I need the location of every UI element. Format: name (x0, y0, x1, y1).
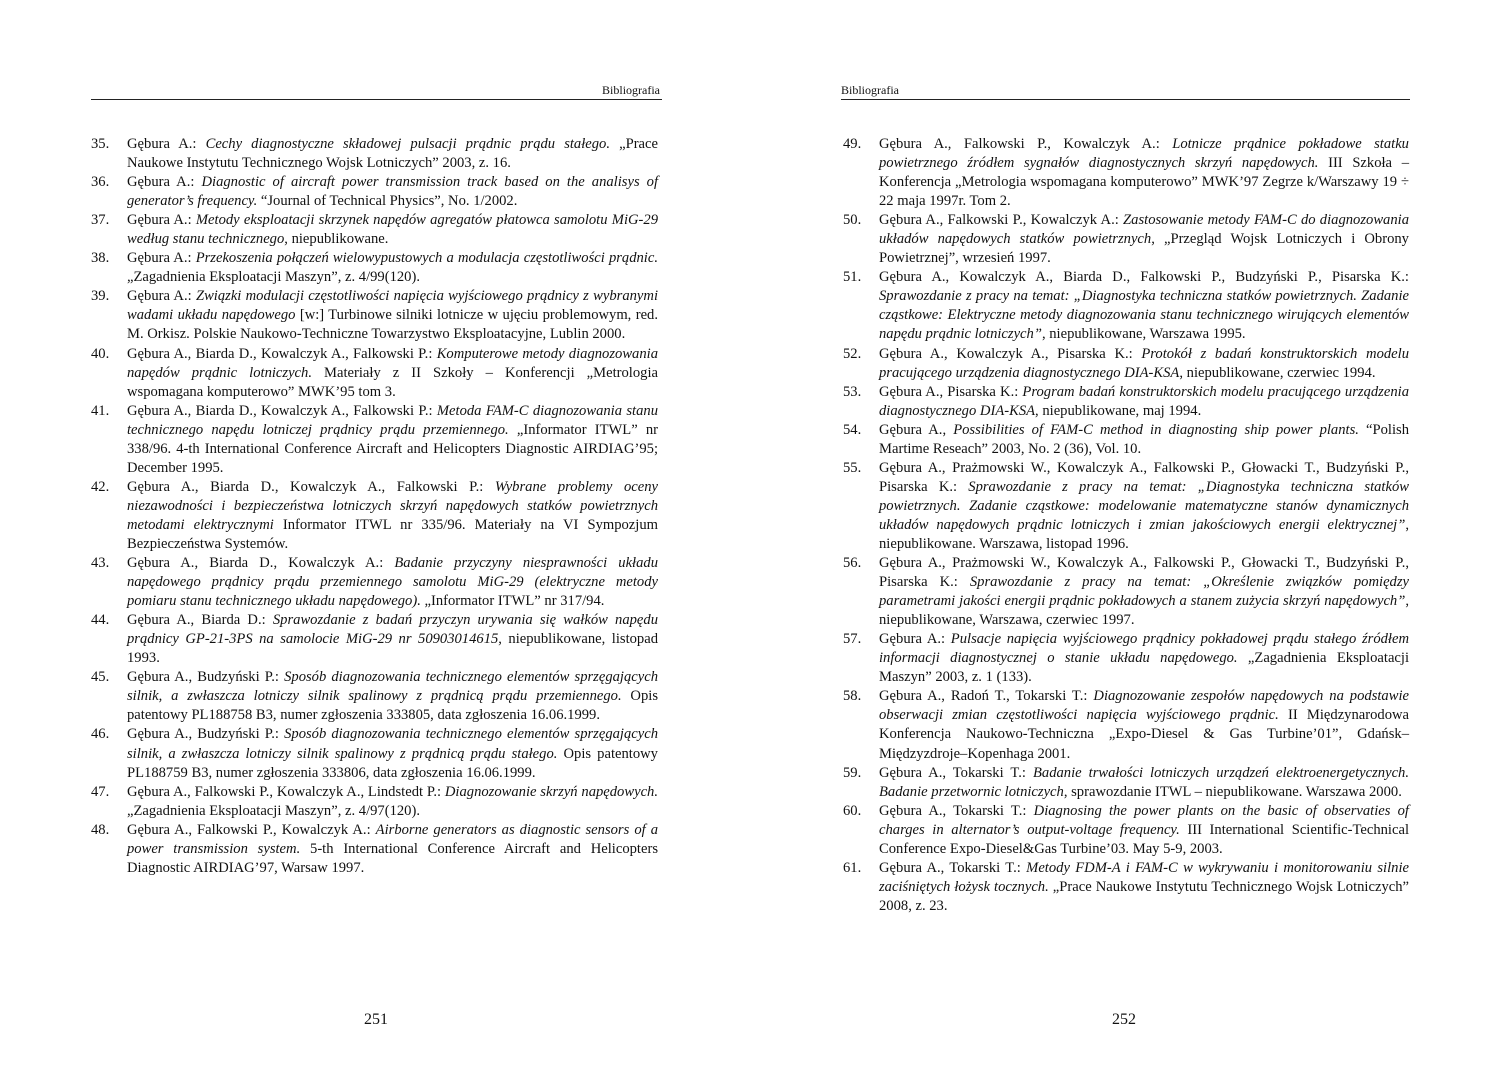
entry-number: 50. (843, 212, 862, 229)
entry-text: , niepublikowane, Warszawa, czerwiec 1997. (879, 593, 1409, 629)
header-rule (91, 99, 662, 100)
entry-text: Gębura A.: (127, 174, 202, 191)
entry-text: , niepublikowane. (284, 231, 389, 248)
entry-number: 56. (843, 555, 862, 572)
entry-title: Sposób diagnozowania technicznego elementów sprzęgających silnik, a zwłaszcza lotniczy silnik spalinowy z prądnicą prądu przemiennego. (127, 669, 659, 705)
entry-text: Gębura A., Tokarski T.: (879, 764, 1033, 781)
bibliography-entry (91, 725, 658, 782)
entry-text: 5-th International Conference Aircraft and Helicopters Diagnostic AIRDIAG’97, Warsaw 1997. (127, 840, 658, 876)
entry-number: 35. (91, 136, 110, 152)
entry-text: , niepublikowane, czerwiec 1994. (1179, 364, 1376, 381)
page-number: 252 (1112, 1011, 1136, 1028)
running-head: Bibliografia (602, 83, 660, 97)
entry-title: Lotnicze prądnice pokładowe statku powietrznego źródłem sygnałów diagnostycznych skrzyń napędowych. (879, 136, 1409, 172)
entry-title: Badanie trwałości lotniczych urządzeń elektroenergetycznych. Badanie przetwornic lotniczych (879, 764, 1410, 800)
entry-text: II Międzynarodowa Konferencja Naukowo-Techniczna „Expo-Diesel & Gas Turbine’01”, Gdańsk–Międzyzdroje–Kopenhaga 2001. (879, 707, 1410, 762)
entry-text: Gębura A., Kowalczyk A., Biarda D., Falkowski P., Budzyński P., Pisarska K.: (879, 269, 1409, 286)
entry-title: Wybrane problemy oceny niezawodności i bezpieczeństwa lotniczych skrzyń napędowych statków powietrznych metodami elektrycznymi (127, 478, 659, 533)
entry-number: 40. (91, 345, 110, 362)
entry-title: Sprawozdanie z pracy na temat: „Określenie związków pomiędzy parametrami jakości energii prądnic pokładowych a stanem zużycia skrzyń napędowych” (879, 574, 1410, 610)
bibliography-entry (843, 687, 1409, 763)
entry-number: 45. (91, 669, 110, 686)
entry-title: Diagnosing the power plants on the basic of observaties of charges in alternator’s output-voltage frequency. (879, 802, 1409, 838)
entry-text: Gębura A., Biarda D., Kowalczyk A., Falkowski P.: (127, 345, 437, 362)
entry-number: 38. (91, 250, 110, 267)
entry-number: 41. (91, 402, 110, 419)
entry-text: „Informator ITWL” nr 317/94. (420, 593, 605, 610)
bibliography-entry (843, 211, 1409, 268)
bibliography-entry (91, 478, 658, 554)
entry-text: Gębura A., Biarda D.: (127, 612, 273, 629)
entry-text: Informator ITWL nr 335/96. Materiały na VI Sympozjum Bezpieczeństwa Systemów. (127, 516, 658, 552)
entry-number: 46. (91, 726, 110, 743)
entry-text: Gębura A., Pisarska K.: (879, 383, 1023, 400)
entry-text: Gębura A., Budzyński P.: (127, 726, 285, 743)
entry-number: 49. (843, 136, 862, 152)
entry-text: Gębura A., Biarda D., Kowalczyk A.: (127, 555, 395, 572)
entry-title: Cechy diagnostyczne składowej pulsacji prądnic prądu stałego. (205, 136, 610, 152)
entry-text: Gębura A., Falkowski P., Kowalczyk A.: (127, 821, 376, 838)
entry-number: 37. (91, 212, 110, 229)
entry-text: Gębura A.: (127, 212, 196, 229)
entry-text: Gębura A., (879, 421, 954, 438)
entry-number: 39. (91, 288, 110, 305)
entry-text: Gębura A., Biarda D., Kowalczyk A., Falkowski P.: (127, 402, 437, 419)
entry-title: Związki modulacji częstotliwości napięcia wyjściowego prądnicy z wybranymi wadami układu napędowego (127, 288, 658, 324)
running-head: Bibliografia (841, 83, 899, 97)
entry-text: „Informator ITWL” nr 338/96. 4-th International Conference Aircraft and Helicopters Diagnostic AIRDIAG’95; December 1995. (127, 421, 659, 476)
entry-number: 42. (91, 478, 110, 495)
entry-number: 54. (843, 421, 862, 438)
bibliography-entry (91, 554, 658, 611)
entry-text: „Zagadnienia Eksploatacji Maszyn”, z. 4/99(120). (127, 269, 420, 286)
entry-text: [w:] Turbinowe silniki lotnicze w ujęciu problemowym, red. M. Orkisz. Polskie Naukowo-Techniczne Towarzystwo Eksploatacyjne, Lublin 2000. (127, 307, 658, 343)
right-page (750, 0, 1500, 1073)
entry-text: Opis patentowy PL188758 B3, numer zgłoszenia 333805, data zgłoszenia 16.06.1999. (127, 688, 658, 724)
entry-text: Gębura A.: (127, 250, 196, 267)
entry-text: Gębura A., Falkowski P., Kowalczyk A., Lindstedt P.: (127, 783, 445, 800)
entry-text: Gębura A., Radoń T., Tokarski T.: (879, 688, 1094, 705)
entry-title: Sprawozdanie z badań przyczyn urywania się wałków napędu prądnicy GP-21-3PS na samolocie MiG-29 nr 50903014615 (127, 612, 659, 648)
bibliography-entry (843, 859, 1409, 916)
entry-number: 61. (843, 859, 862, 876)
bibliography-entry (91, 783, 658, 821)
entry-text: Gębura A., Prażmowski W., Kowalczyk A., Falkowski P., Głowacki T., Budzyński P., Pisarska K.: (879, 459, 1409, 495)
entry-text: Opis patentowy PL188759 B3, numer zgłoszenia 333806, data zgłoszenia 16.06.1999. (127, 745, 658, 781)
entry-text: Gębura A.: (879, 631, 951, 648)
entry-title: Protokół z badań konstruktorskich modelu pracującego urządzenia diagnostycznego DIA-KSA (879, 345, 1409, 381)
entry-number: 60. (843, 802, 862, 819)
bibliography-entry (91, 821, 658, 878)
entry-text: , niepublikowane. Warszawa, listopad 1996. (879, 516, 1409, 552)
entry-text: Gębura A., Falkowski P., Kowalczyk A.: (879, 136, 1173, 152)
entry-number: 44. (91, 612, 110, 629)
entry-number: 51. (843, 269, 862, 286)
bibliography-entry (91, 287, 658, 344)
entry-text: “Polish Martime Reseach” 2003, No. 2 (36), Vol. 10. (879, 421, 1410, 457)
entry-number: 58. (843, 688, 862, 705)
entry-title: Zastosowanie metody FAM-C do diagnozowania układów napędowych statków powietrznych (879, 212, 1409, 248)
entry-text: , sprawozdanie ITWL – niepublikowane. Warszawa 2000. (1063, 783, 1402, 800)
entry-number: 36. (91, 174, 110, 191)
bibliography-entry (91, 345, 658, 402)
entry-number: 55. (843, 459, 862, 476)
entry-title: Sprawozdanie z pracy na temat: „Diagnostyka techniczna statków powietrznych. Zadanie cząstkowe: modelowanie matematyczne stanów dynamicznych układów napędowych prądnic lotniczych i zmian jakościowych energii elektrycznej” (879, 478, 1409, 533)
entry-text: , niepublikowane, maj 1994. (1035, 402, 1202, 419)
bibliography-entry (843, 345, 1409, 383)
bibliography-entry (843, 764, 1409, 802)
entry-title: Metoda FAM-C diagnozowania stanu technicznego napędu lotniczej prądnicy prądu przemiennego. (127, 402, 658, 438)
entry-text: Gębura A., Budzyński P.: (127, 669, 285, 686)
header-rule (841, 99, 1410, 100)
entry-title: Diagnozowanie zespołów napędowych na podstawie obserwacji zmian częstotliwości napięcia wyjściowego prądnic. (879, 688, 1409, 724)
entry-text: „Prace Naukowe Instytutu Technicznego Wojsk Lotniczych” 2008, z. 23. (879, 878, 1409, 914)
entry-title: Program badań konstruktorskich modelu pracującego urządzenia diagnostycznego DIA-KSA (879, 383, 1409, 419)
entry-title: Sposób diagnozowania technicznego elementów sprzęgających silnik, a zwłaszcza lotniczy silnik spalinowy z prądnicą prądu stałego. (127, 726, 659, 762)
bibliography-entry (843, 554, 1409, 630)
bibliography-entry (843, 135, 1409, 211)
entry-number: 48. (91, 821, 110, 838)
entry-text: , „Przegląd Wojsk Lotniczych i Obrony Powietrznej”, wrzesień 1997. (879, 231, 1409, 267)
bibliography-entry (843, 383, 1409, 421)
entry-text: , niepublikowane, Warszawa 1995. (1041, 326, 1246, 343)
entry-title: Komputerowe metody diagnozowania napędów prądnic lotniczych. (127, 345, 658, 381)
bibliography-entry (843, 421, 1409, 459)
entry-number: 43. (91, 555, 110, 572)
entry-text: Gębura A., Falkowski P., Kowalczyk A.: (879, 212, 1124, 229)
bibliography-entry (91, 668, 658, 725)
entry-title: Badanie przyczyny niesprawności układu napędowego prądnicy prądu przemiennego samolotu MiG-29 (elektryczne metody pomiaru stanu technicznego układu napędowego). (127, 555, 658, 610)
entry-text: Gębura A., Prażmowski W., Kowalczyk A., Falkowski P., Głowacki T., Budzyński P., Pisarska K.: (879, 555, 1409, 591)
entry-text: Gębura A., Tokarski T.: (879, 802, 1034, 819)
entry-title: Pulsacje napięcia wyjściowego prądnicy pokładowej prądu stałego źródłem informacji diagnostycznej o stanie układu napędowego. (879, 631, 1410, 667)
entry-number: 52. (843, 345, 862, 362)
entry-number: 57. (843, 631, 862, 648)
entry-title: Possibilities of FAM-C method in diagnosting ship power plants. (953, 421, 1359, 438)
bibliography-list (91, 135, 658, 878)
entry-text: Gębura A., Biarda D., Kowalczyk A., Falkowski P.: (127, 478, 495, 495)
entry-number: 47. (91, 783, 110, 800)
entry-number: 53. (843, 383, 862, 400)
entry-title: Diagnostic of aircraft power transmission track based on the analisys of generator’s frequency. (127, 174, 659, 210)
entry-text: Gębura A., Kowalczyk A., Pisarska K.: (879, 345, 1142, 362)
entry-text: Gębura A., Tokarski T.: (879, 859, 1027, 876)
bibliography-entry (843, 459, 1409, 554)
bibliography-entry (843, 268, 1409, 344)
entry-number: 59. (843, 764, 862, 781)
entry-title: Przekoszenia połączeń wielowypustowych a modulacja częstotliwości prądnic. (195, 250, 658, 267)
bibliography-entry (91, 135, 658, 173)
entry-text: „Prace Naukowe Instytutu Technicznego Wojsk Lotniczych” 2003, z. 16. (127, 136, 658, 172)
entry-title: Airborne generators as diagnostic sensors of a power transmission system. (127, 821, 658, 857)
entry-title: Metody eksploatacji skrzynek napędów agregatów płatowca samolotu MiG-29 według stanu technicznego (127, 212, 658, 248)
bibliography-entry (843, 630, 1409, 687)
bibliography-entry (91, 249, 658, 287)
bibliography-entry (843, 802, 1409, 859)
bibliography-list (843, 135, 1409, 916)
entry-text: Materiały z II Szkoły – Konferencji „Metrologia wspomagana komputerowo” MWK’95 tom 3. (127, 364, 658, 400)
bibliography-entry (91, 173, 658, 211)
bibliography-entry (91, 211, 658, 249)
bibliography-entry (91, 402, 658, 478)
entry-text: „Zagadnienia Eksploatacji Maszyn” 2003, z. 1 (133). (879, 650, 1410, 686)
entry-text: „Zagadnienia Eksploatacji Maszyn”, z. 4/97(120). (127, 802, 420, 819)
entry-title: Metody FDM-A i FAM-C w wykrywaniu i monitorowaniu silnie zaciśniętych łożysk tocznych. (879, 859, 1409, 895)
entry-text: Gębura A.: (127, 288, 196, 305)
entry-text: III International Scientific-Technical Conference Expo-Diesel&Gas Turbine’03. May 5-9, 2003. (879, 821, 1409, 857)
bibliography-entry (91, 611, 658, 668)
entry-title: Sprawozdanie z pracy na temat: „Diagnostyka techniczna statków powietrznych. Zadanie cząstkowe: Elektryczne metody diagnozowania stanu technicznego wirujących elementów napędu prądnic lotniczych” (879, 288, 1409, 343)
entry-text: III Szkoła – Konferencja „Metrologia wspomagana komputerowo” MWK’97 Zegrze k/Warszawy 19 ÷ 22 maja 1997r. Tom 2. (879, 155, 1409, 210)
entry-text: Gębura A.: (127, 136, 206, 152)
entry-text: , niepublikowane, listopad 1993. (127, 631, 658, 667)
entry-text: “Journal of Technical Physics”, No. 1/2002. (257, 193, 518, 210)
page-number: 251 (364, 1011, 388, 1028)
entry-title: Diagnozowanie skrzyń napędowych. (444, 783, 658, 800)
